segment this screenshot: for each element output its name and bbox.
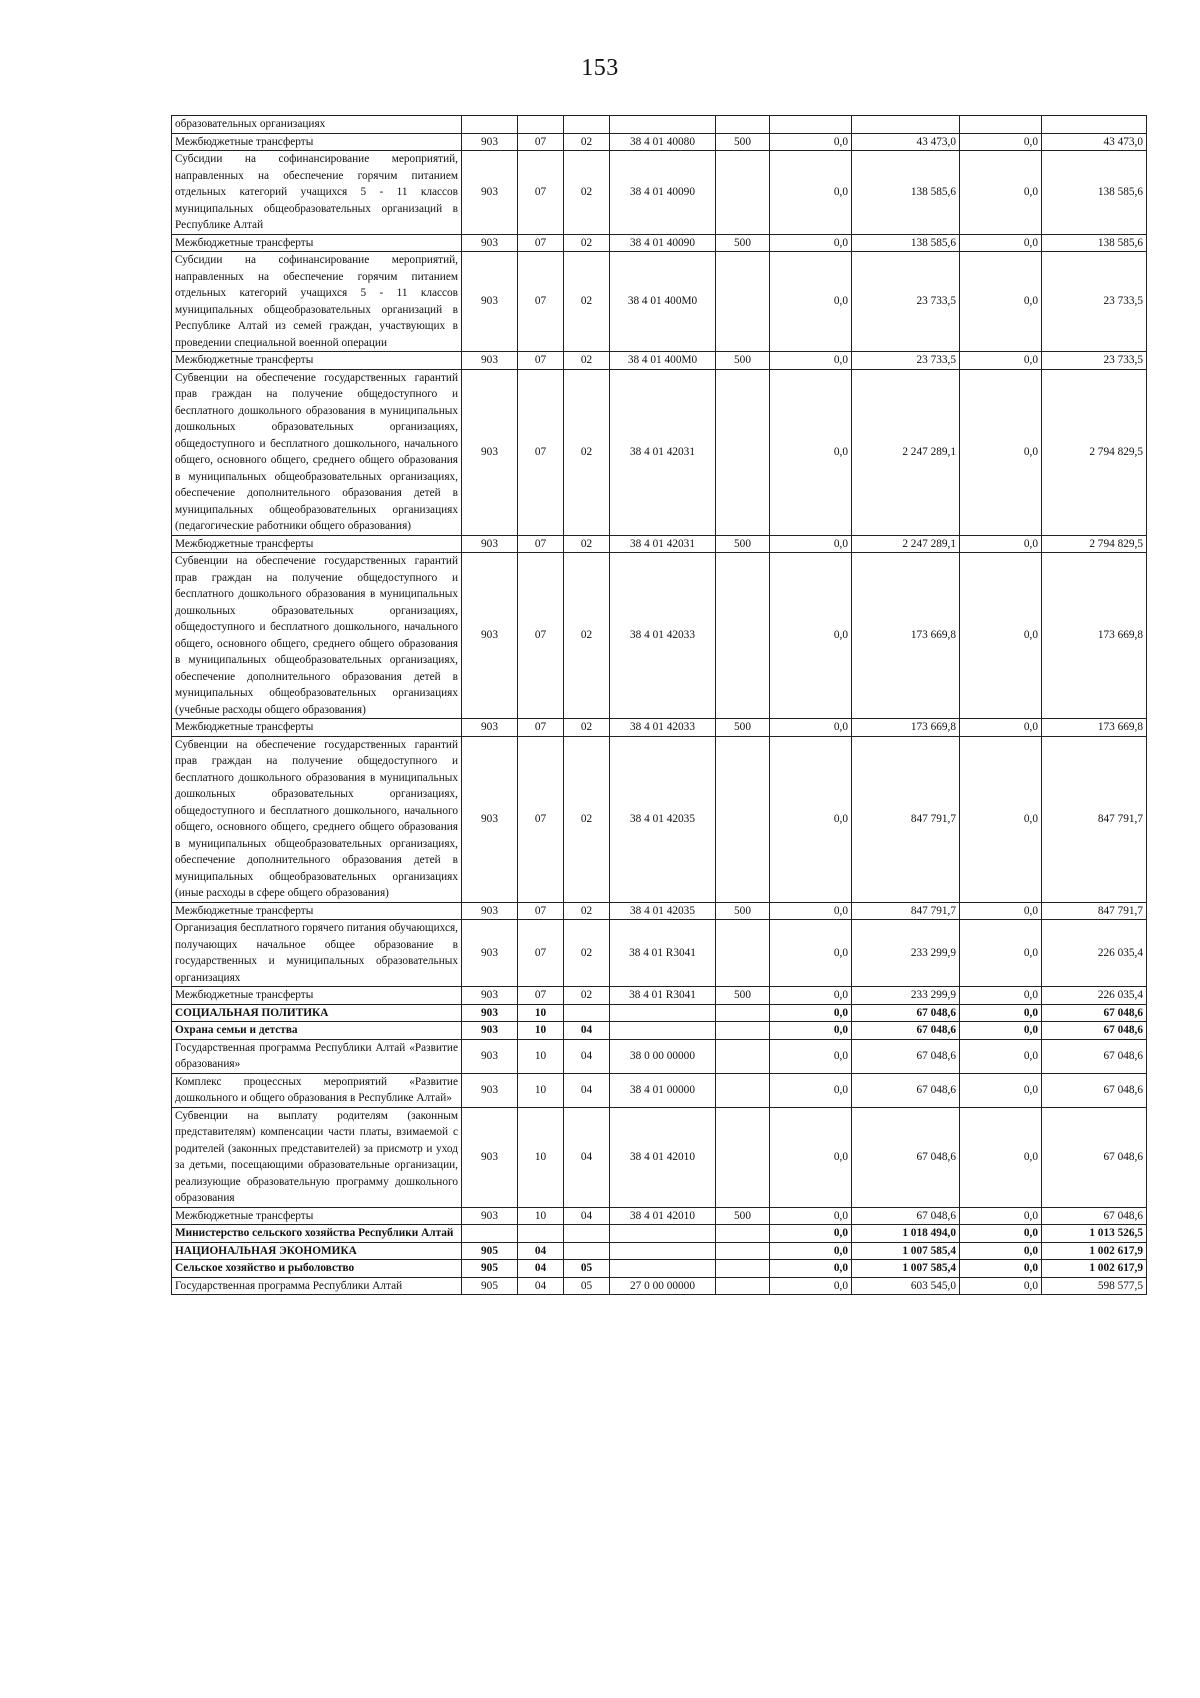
cell-amount-b: 67 048,6 bbox=[852, 1039, 960, 1073]
cell-amount-d: 67 048,6 bbox=[1042, 1022, 1147, 1040]
cell-amount-d: 847 791,7 bbox=[1042, 902, 1147, 920]
cell-subsection: 05 bbox=[564, 1277, 610, 1295]
cell-section: 10 bbox=[518, 1004, 564, 1022]
table-row bbox=[172, 1242, 1147, 1260]
cell-target-article: 38 4 01 42035 bbox=[610, 902, 716, 920]
cell-amount-c: 0,0 bbox=[960, 369, 1042, 535]
cell-amount-c: 0,0 bbox=[960, 234, 1042, 252]
cell-amount-d: 226 035,4 bbox=[1042, 987, 1147, 1005]
cell-subsection bbox=[564, 1225, 610, 1243]
cell-amount-c: 0,0 bbox=[960, 535, 1042, 553]
cell-amount-c: 0,0 bbox=[960, 987, 1042, 1005]
cell-amount-a: 0,0 bbox=[770, 1207, 852, 1225]
table-row bbox=[172, 352, 1147, 370]
cell-name: Субвенции на выплату родителям (законным представителям) компенсации части платы, взимаемой с родителей (законных представителей) за присмотр и уход за детьми, посещающими образовательные организации, реализующие образовательную программу дошкольного образования bbox=[172, 1107, 462, 1207]
cell-target-article bbox=[610, 1225, 716, 1243]
cell-target-article bbox=[610, 1260, 716, 1278]
cell-subsection: 02 bbox=[564, 987, 610, 1005]
table-row bbox=[172, 234, 1147, 252]
cell-amount-a bbox=[770, 116, 852, 134]
cell-name: Межбюджетные трансферты bbox=[172, 352, 462, 370]
cell-expense-type bbox=[716, 553, 770, 719]
cell-expense-type bbox=[716, 920, 770, 987]
cell-target-article: 38 0 00 00000 bbox=[610, 1039, 716, 1073]
cell-amount-b: 2 247 289,1 bbox=[852, 535, 960, 553]
cell-amount-a: 0,0 bbox=[770, 369, 852, 535]
cell-amount-d: 598 577,5 bbox=[1042, 1277, 1147, 1295]
cell-amount-b: 67 048,6 bbox=[852, 1004, 960, 1022]
cell-target-article: 38 4 01 R3041 bbox=[610, 920, 716, 987]
table-row bbox=[172, 133, 1147, 151]
cell-subsection: 02 bbox=[564, 133, 610, 151]
cell-amount-b: 233 299,9 bbox=[852, 987, 960, 1005]
cell-ministry-code: 903 bbox=[462, 1107, 518, 1207]
cell-subsection bbox=[564, 1004, 610, 1022]
cell-target-article: 38 4 01 42031 bbox=[610, 535, 716, 553]
table-row bbox=[172, 1004, 1147, 1022]
cell-amount-a: 0,0 bbox=[770, 234, 852, 252]
cell-name: СОЦИАЛЬНАЯ ПОЛИТИКА bbox=[172, 1004, 462, 1022]
cell-ministry-code: 903 bbox=[462, 902, 518, 920]
cell-amount-d: 226 035,4 bbox=[1042, 920, 1147, 987]
cell-expense-type: 500 bbox=[716, 234, 770, 252]
cell-subsection: 04 bbox=[564, 1022, 610, 1040]
cell-section: 10 bbox=[518, 1107, 564, 1207]
cell-amount-d: 1 002 617,9 bbox=[1042, 1242, 1147, 1260]
cell-subsection: 02 bbox=[564, 369, 610, 535]
cell-subsection: 02 bbox=[564, 553, 610, 719]
cell-amount-d: 173 669,8 bbox=[1042, 553, 1147, 719]
table-row bbox=[172, 1207, 1147, 1225]
cell-amount-c: 0,0 bbox=[960, 151, 1042, 235]
cell-amount-a: 0,0 bbox=[770, 352, 852, 370]
cell-name: Субвенции на обеспечение государственных гарантий прав граждан на получение общедоступного и бесплатного дошкольного образования в муниципальных дошкольных образовательных организациях, общедоступного и бесплатного дошкольного, начального общего, основного общего, среднего общего образования в муниципальных общеобразовательных организациях, обеспечение дополнительного образования детей в муниципальных общеобразовательных организациях (учебные расходы общего образования) bbox=[172, 553, 462, 719]
table-row bbox=[172, 369, 1147, 535]
cell-ministry-code: 905 bbox=[462, 1260, 518, 1278]
cell-subsection: 02 bbox=[564, 151, 610, 235]
table-row bbox=[172, 1022, 1147, 1040]
cell-expense-type bbox=[716, 1260, 770, 1278]
table-row bbox=[172, 116, 1147, 134]
cell-expense-type bbox=[716, 1225, 770, 1243]
cell-amount-d: 67 048,6 bbox=[1042, 1207, 1147, 1225]
cell-expense-type bbox=[716, 252, 770, 352]
cell-amount-a: 0,0 bbox=[770, 1004, 852, 1022]
cell-amount-a: 0,0 bbox=[770, 1107, 852, 1207]
cell-amount-d: 1 002 617,9 bbox=[1042, 1260, 1147, 1278]
cell-amount-b: 23 733,5 bbox=[852, 352, 960, 370]
cell-section bbox=[518, 116, 564, 134]
cell-amount-a: 0,0 bbox=[770, 553, 852, 719]
cell-amount-b: 173 669,8 bbox=[852, 719, 960, 737]
cell-name: Межбюджетные трансферты bbox=[172, 1207, 462, 1225]
cell-ministry-code: 903 bbox=[462, 1207, 518, 1225]
table-row bbox=[172, 920, 1147, 987]
cell-ministry-code: 903 bbox=[462, 1073, 518, 1107]
cell-expense-type: 500 bbox=[716, 352, 770, 370]
cell-name: Субсидии на софинансирование мероприятий, направленных на обеспечение горячим питанием отдельных категорий учащихся 5 - 11 классов муниципальных общеобразовательных организаций в Республике Алтай bbox=[172, 151, 462, 235]
cell-target-article: 38 4 01 42033 bbox=[610, 553, 716, 719]
cell-amount-d bbox=[1042, 116, 1147, 134]
cell-name: Межбюджетные трансферты bbox=[172, 987, 462, 1005]
table-row bbox=[172, 151, 1147, 235]
cell-amount-c: 0,0 bbox=[960, 1004, 1042, 1022]
cell-expense-type: 500 bbox=[716, 987, 770, 1005]
cell-amount-d: 173 669,8 bbox=[1042, 719, 1147, 737]
cell-subsection: 02 bbox=[564, 252, 610, 352]
cell-target-article: 38 4 01 42035 bbox=[610, 736, 716, 902]
cell-amount-a: 0,0 bbox=[770, 151, 852, 235]
cell-target-article bbox=[610, 1242, 716, 1260]
cell-name: Межбюджетные трансферты bbox=[172, 902, 462, 920]
cell-expense-type: 500 bbox=[716, 902, 770, 920]
table-row bbox=[172, 535, 1147, 553]
cell-name: Субвенции на обеспечение государственных гарантий прав граждан на получение общедоступного и бесплатного дошкольного образования в муниципальных дошкольных образовательных организациях, общедоступного и бесплатного дошкольного, начального общего, основного общего, среднего общего образования в муниципальных общеобразовательных организациях, обеспечение дополнительного образования детей в муниципальных общеобразовательных организациях (иные расходы в сфере общего образования) bbox=[172, 736, 462, 902]
cell-expense-type bbox=[716, 736, 770, 902]
table-row bbox=[172, 1260, 1147, 1278]
cell-section: 07 bbox=[518, 553, 564, 719]
cell-expense-type: 500 bbox=[716, 535, 770, 553]
cell-amount-b: 67 048,6 bbox=[852, 1107, 960, 1207]
cell-ministry-code: 905 bbox=[462, 1277, 518, 1295]
cell-amount-d: 847 791,7 bbox=[1042, 736, 1147, 902]
cell-subsection bbox=[564, 116, 610, 134]
cell-ministry-code: 903 bbox=[462, 133, 518, 151]
cell-expense-type bbox=[716, 151, 770, 235]
cell-section: 07 bbox=[518, 151, 564, 235]
cell-subsection: 02 bbox=[564, 719, 610, 737]
cell-name: Субвенции на обеспечение государственных гарантий прав граждан на получение общедоступного и бесплатного дошкольного образования в муниципальных дошкольных образовательных организациях, общедоступного и бесплатного дошкольного, начального общего, основного общего, среднего общего образования в муниципальных общеобразовательных организациях, обеспечение дополнительного образования детей в муниципальных общеобразовательных организациях (педагогические работники общего образования) bbox=[172, 369, 462, 535]
cell-amount-d: 67 048,6 bbox=[1042, 1073, 1147, 1107]
cell-target-article: 38 4 01 400М0 bbox=[610, 352, 716, 370]
cell-subsection: 02 bbox=[564, 234, 610, 252]
cell-amount-a: 0,0 bbox=[770, 902, 852, 920]
cell-amount-c: 0,0 bbox=[960, 252, 1042, 352]
cell-section: 07 bbox=[518, 736, 564, 902]
cell-amount-a: 0,0 bbox=[770, 1039, 852, 1073]
cell-expense-type bbox=[716, 1004, 770, 1022]
cell-subsection: 02 bbox=[564, 535, 610, 553]
cell-section: 07 bbox=[518, 535, 564, 553]
cell-amount-d: 138 585,6 bbox=[1042, 151, 1147, 235]
cell-section: 04 bbox=[518, 1277, 564, 1295]
cell-amount-c: 0,0 bbox=[960, 736, 1042, 902]
cell-subsection: 04 bbox=[564, 1107, 610, 1207]
cell-amount-b bbox=[852, 116, 960, 134]
cell-name: Межбюджетные трансферты bbox=[172, 133, 462, 151]
cell-target-article bbox=[610, 116, 716, 134]
cell-amount-d: 2 794 829,5 bbox=[1042, 535, 1147, 553]
cell-section: 07 bbox=[518, 902, 564, 920]
table-row bbox=[172, 719, 1147, 737]
cell-amount-b: 138 585,6 bbox=[852, 151, 960, 235]
cell-name: Комплекс процессных мероприятий «Развитие дошкольного и общего образования в Республике Алтай» bbox=[172, 1073, 462, 1107]
cell-expense-type bbox=[716, 1022, 770, 1040]
table-row bbox=[172, 1225, 1147, 1243]
cell-section: 07 bbox=[518, 920, 564, 987]
cell-subsection bbox=[564, 1242, 610, 1260]
cell-name: Организация бесплатного горячего питания обучающихся, получающих начальное общее образование в государственных и муниципальных образовательных организациях bbox=[172, 920, 462, 987]
cell-ministry-code: 903 bbox=[462, 719, 518, 737]
cell-expense-type bbox=[716, 116, 770, 134]
cell-subsection: 05 bbox=[564, 1260, 610, 1278]
cell-subsection: 02 bbox=[564, 902, 610, 920]
cell-expense-type: 500 bbox=[716, 133, 770, 151]
cell-amount-a: 0,0 bbox=[770, 987, 852, 1005]
cell-section: 07 bbox=[518, 987, 564, 1005]
cell-target-article: 38 4 01 R3041 bbox=[610, 987, 716, 1005]
cell-amount-c: 0,0 bbox=[960, 1039, 1042, 1073]
cell-expense-type bbox=[716, 1039, 770, 1073]
cell-section: 10 bbox=[518, 1022, 564, 1040]
cell-section: 07 bbox=[518, 719, 564, 737]
cell-amount-d: 67 048,6 bbox=[1042, 1107, 1147, 1207]
cell-amount-a: 0,0 bbox=[770, 1260, 852, 1278]
cell-ministry-code: 903 bbox=[462, 736, 518, 902]
cell-target-article: 38 4 01 00000 bbox=[610, 1073, 716, 1107]
table-row bbox=[172, 553, 1147, 719]
cell-subsection: 04 bbox=[564, 1073, 610, 1107]
cell-amount-c: 0,0 bbox=[960, 1107, 1042, 1207]
cell-ministry-code: 903 bbox=[462, 1039, 518, 1073]
cell-amount-a: 0,0 bbox=[770, 535, 852, 553]
cell-target-article: 38 4 01 40090 bbox=[610, 151, 716, 235]
cell-subsection: 02 bbox=[564, 352, 610, 370]
cell-amount-b: 1 007 585,4 bbox=[852, 1260, 960, 1278]
cell-amount-a: 0,0 bbox=[770, 920, 852, 987]
page-number: 153 bbox=[581, 55, 619, 81]
cell-amount-a: 0,0 bbox=[770, 252, 852, 352]
cell-name: Межбюджетные трансферты bbox=[172, 234, 462, 252]
cell-amount-c: 0,0 bbox=[960, 1277, 1042, 1295]
cell-ministry-code: 903 bbox=[462, 1004, 518, 1022]
cell-section: 10 bbox=[518, 1039, 564, 1073]
cell-amount-b: 847 791,7 bbox=[852, 736, 960, 902]
table-row bbox=[172, 736, 1147, 902]
cell-amount-c: 0,0 bbox=[960, 553, 1042, 719]
cell-expense-type bbox=[716, 1277, 770, 1295]
cell-amount-c bbox=[960, 116, 1042, 134]
cell-section: 04 bbox=[518, 1242, 564, 1260]
cell-amount-b: 67 048,6 bbox=[852, 1207, 960, 1225]
cell-section: 07 bbox=[518, 369, 564, 535]
cell-ministry-code bbox=[462, 116, 518, 134]
cell-amount-b: 603 545,0 bbox=[852, 1277, 960, 1295]
cell-amount-d: 67 048,6 bbox=[1042, 1039, 1147, 1073]
cell-expense-type bbox=[716, 1107, 770, 1207]
cell-expense-type: 500 bbox=[716, 1207, 770, 1225]
cell-name: Субсидии на софинансирование мероприятий, направленных на обеспечение горячим питанием отдельных категорий учащихся 5 - 11 классов муниципальных общеобразовательных организаций в Республике Алтай из семей граждан, участвующих в проведении специальной военной операции bbox=[172, 252, 462, 352]
cell-section: 07 bbox=[518, 252, 564, 352]
cell-amount-d: 138 585,6 bbox=[1042, 234, 1147, 252]
cell-name: образовательных организациях bbox=[172, 116, 462, 134]
cell-amount-c: 0,0 bbox=[960, 352, 1042, 370]
cell-amount-d: 2 794 829,5 bbox=[1042, 369, 1147, 535]
cell-amount-c: 0,0 bbox=[960, 1225, 1042, 1243]
cell-amount-b: 1 007 585,4 bbox=[852, 1242, 960, 1260]
cell-target-article: 38 4 01 40090 bbox=[610, 234, 716, 252]
cell-section bbox=[518, 1225, 564, 1243]
cell-amount-a: 0,0 bbox=[770, 133, 852, 151]
cell-ministry-code: 903 bbox=[462, 252, 518, 352]
cell-section: 07 bbox=[518, 352, 564, 370]
cell-amount-a: 0,0 bbox=[770, 1225, 852, 1243]
cell-amount-a: 0,0 bbox=[770, 719, 852, 737]
cell-name: Государственная программа Республики Алтай «Развитие образования» bbox=[172, 1039, 462, 1073]
cell-ministry-code: 903 bbox=[462, 920, 518, 987]
cell-amount-b: 23 733,5 bbox=[852, 252, 960, 352]
table-body bbox=[172, 116, 1147, 1295]
cell-section: 10 bbox=[518, 1207, 564, 1225]
cell-amount-c: 0,0 bbox=[960, 1260, 1042, 1278]
cell-amount-b: 2 247 289,1 bbox=[852, 369, 960, 535]
cell-amount-c: 0,0 bbox=[960, 920, 1042, 987]
cell-ministry-code: 903 bbox=[462, 553, 518, 719]
cell-amount-a: 0,0 bbox=[770, 736, 852, 902]
cell-amount-b: 173 669,8 bbox=[852, 553, 960, 719]
cell-expense-type: 500 bbox=[716, 719, 770, 737]
cell-target-article: 38 4 01 40080 bbox=[610, 133, 716, 151]
table-row bbox=[172, 902, 1147, 920]
cell-amount-b: 847 791,7 bbox=[852, 902, 960, 920]
cell-amount-c: 0,0 bbox=[960, 902, 1042, 920]
cell-section: 04 bbox=[518, 1260, 564, 1278]
cell-section: 07 bbox=[518, 234, 564, 252]
cell-name: Государственная программа Республики Алтай bbox=[172, 1277, 462, 1295]
cell-target-article: 38 4 01 42031 bbox=[610, 369, 716, 535]
table-row bbox=[172, 1073, 1147, 1107]
cell-ministry-code: 903 bbox=[462, 1022, 518, 1040]
cell-name: Межбюджетные трансферты bbox=[172, 719, 462, 737]
cell-subsection: 04 bbox=[564, 1039, 610, 1073]
cell-target-article: 27 0 00 00000 bbox=[610, 1277, 716, 1295]
cell-expense-type bbox=[716, 1073, 770, 1107]
cell-amount-a: 0,0 bbox=[770, 1277, 852, 1295]
cell-amount-d: 1 013 526,5 bbox=[1042, 1225, 1147, 1243]
cell-target-article: 38 4 01 42010 bbox=[610, 1107, 716, 1207]
cell-amount-c: 0,0 bbox=[960, 1073, 1042, 1107]
cell-amount-b: 43 473,0 bbox=[852, 133, 960, 151]
table-row bbox=[172, 252, 1147, 352]
cell-ministry-code: 903 bbox=[462, 234, 518, 252]
cell-amount-b: 138 585,6 bbox=[852, 234, 960, 252]
cell-ministry-code: 903 bbox=[462, 151, 518, 235]
cell-amount-c: 0,0 bbox=[960, 133, 1042, 151]
cell-target-article: 38 4 01 400М0 bbox=[610, 252, 716, 352]
cell-name: Межбюджетные трансферты bbox=[172, 535, 462, 553]
table-row bbox=[172, 1107, 1147, 1207]
cell-target-article bbox=[610, 1022, 716, 1040]
cell-expense-type bbox=[716, 369, 770, 535]
cell-amount-b: 233 299,9 bbox=[852, 920, 960, 987]
cell-amount-a: 0,0 bbox=[770, 1242, 852, 1260]
cell-target-article: 38 4 01 42033 bbox=[610, 719, 716, 737]
cell-amount-b: 67 048,6 bbox=[852, 1022, 960, 1040]
table-row bbox=[172, 1039, 1147, 1073]
cell-name: Охрана семьи и детства bbox=[172, 1022, 462, 1040]
cell-target-article: 38 4 01 42010 bbox=[610, 1207, 716, 1225]
cell-amount-a: 0,0 bbox=[770, 1022, 852, 1040]
cell-section: 10 bbox=[518, 1073, 564, 1107]
cell-name: НАЦИОНАЛЬНАЯ ЭКОНОМИКА bbox=[172, 1242, 462, 1260]
budget-table bbox=[171, 115, 1147, 1295]
cell-section: 07 bbox=[518, 133, 564, 151]
cell-amount-c: 0,0 bbox=[960, 1022, 1042, 1040]
cell-amount-c: 0,0 bbox=[960, 1207, 1042, 1225]
cell-subsection: 02 bbox=[564, 736, 610, 902]
cell-amount-d: 43 473,0 bbox=[1042, 133, 1147, 151]
cell-amount-c: 0,0 bbox=[960, 1242, 1042, 1260]
cell-name: Сельское хозяйство и рыболовство bbox=[172, 1260, 462, 1278]
cell-name: Министерство сельского хозяйства Республики Алтай bbox=[172, 1225, 462, 1243]
cell-amount-d: 67 048,6 bbox=[1042, 1004, 1147, 1022]
cell-amount-d: 23 733,5 bbox=[1042, 352, 1147, 370]
cell-expense-type bbox=[716, 1242, 770, 1260]
cell-ministry-code: 903 bbox=[462, 369, 518, 535]
table-row bbox=[172, 987, 1147, 1005]
cell-ministry-code: 903 bbox=[462, 535, 518, 553]
cell-ministry-code: 903 bbox=[462, 987, 518, 1005]
cell-ministry-code: 903 bbox=[462, 352, 518, 370]
cell-amount-c: 0,0 bbox=[960, 719, 1042, 737]
cell-target-article bbox=[610, 1004, 716, 1022]
table-row bbox=[172, 1277, 1147, 1295]
cell-amount-b: 1 018 494,0 bbox=[852, 1225, 960, 1243]
cell-subsection: 04 bbox=[564, 1207, 610, 1225]
cell-amount-b: 67 048,6 bbox=[852, 1073, 960, 1107]
cell-amount-a: 0,0 bbox=[770, 1073, 852, 1107]
cell-subsection: 02 bbox=[564, 920, 610, 987]
cell-ministry-code: 905 bbox=[462, 1242, 518, 1260]
cell-ministry-code bbox=[462, 1225, 518, 1243]
cell-amount-d: 23 733,5 bbox=[1042, 252, 1147, 352]
